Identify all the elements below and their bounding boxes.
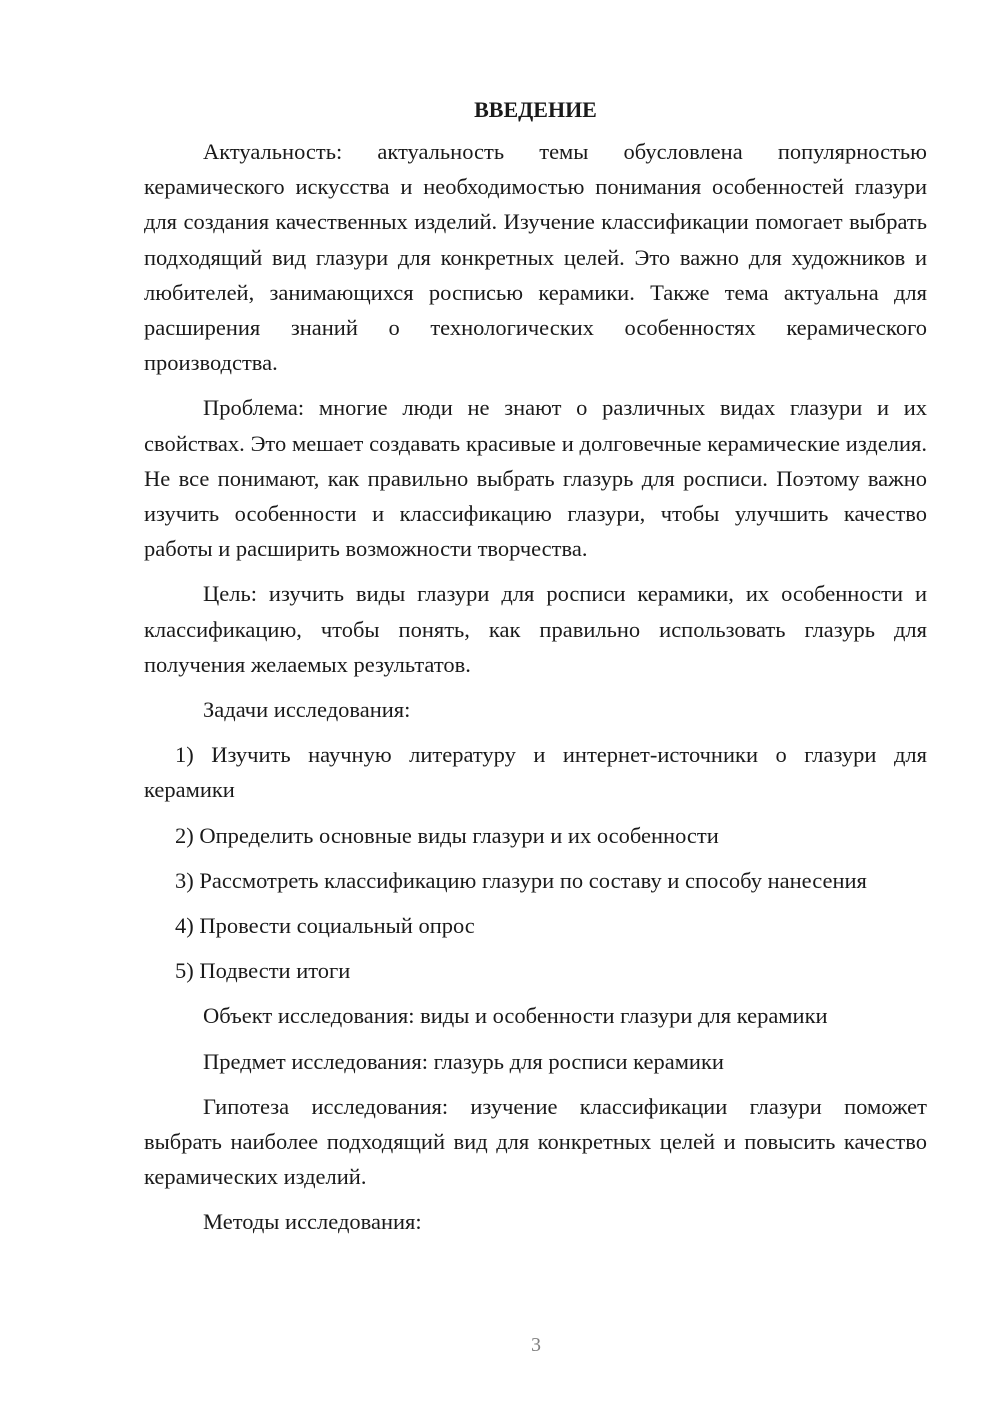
goal-paragraph: Цель: изучить виды глазури для росписи керамики, их особенности и классификацию, чтобы понять, как правильно использовать глазурь для получения желаемых результатов. [144,581,927,677]
section-heading: ВВЕДЕНИЕ [474,97,597,122]
object-paragraph: Объект исследования: виды и особенности глазури для керамики [203,1003,828,1029]
document-page [144,92,927,1250]
task-item-2: 2) Определить основные виды глазури и их особенности [175,822,719,848]
task-item-1: 1) Изучить научную литературу и интернет-источники о глазури для керамики [144,742,927,803]
relevance-paragraph: Актуальность: актуальность темы обусловлена популярностью керамического искусства и необходимостью понимания особенностей глазури для создания качественных изделий. Изучение классификации помогает выбрать подходящий вид глазури для конкретных целей. Это важно для художников и любителей, занимающихся росписью керамики. Также тема актуальна для расширения знаний о технологических особенностях керамического производства. [144,139,927,376]
hypothesis-paragraph: Гипотеза исследования: изучение классификации глазури поможет выбрать наиболее подходящий вид для конкретных целей и повысить качество керамических изделий. [144,1093,927,1190]
methods-title: Методы исследования: [203,1209,422,1235]
page-number: 3 [531,1334,541,1356]
task-item-5: 5) Подвести итоги [175,958,351,984]
subject-paragraph: Предмет исследования: глазурь для росписи керамики [203,1048,724,1074]
problem-paragraph: Проблема: многие люди не знают о различных видах глазури и их свойствах. Это мешает создавать красивые и долговечные керамические изделия. Не все понимают, как правильно выбрать глазурь для росписи. Поэтому важно изучить особенности и классификацию глазури, чтобы улучшить качество работы и расширить возможности творчества. [144,395,927,562]
task-item-3: 3) Рассмотреть классификацию глазури по составу и способу нанесения [175,867,867,893]
task-item-4: 4) Провести социальный опрос [175,913,475,939]
tasks-title: Задачи исследования: [203,697,411,723]
